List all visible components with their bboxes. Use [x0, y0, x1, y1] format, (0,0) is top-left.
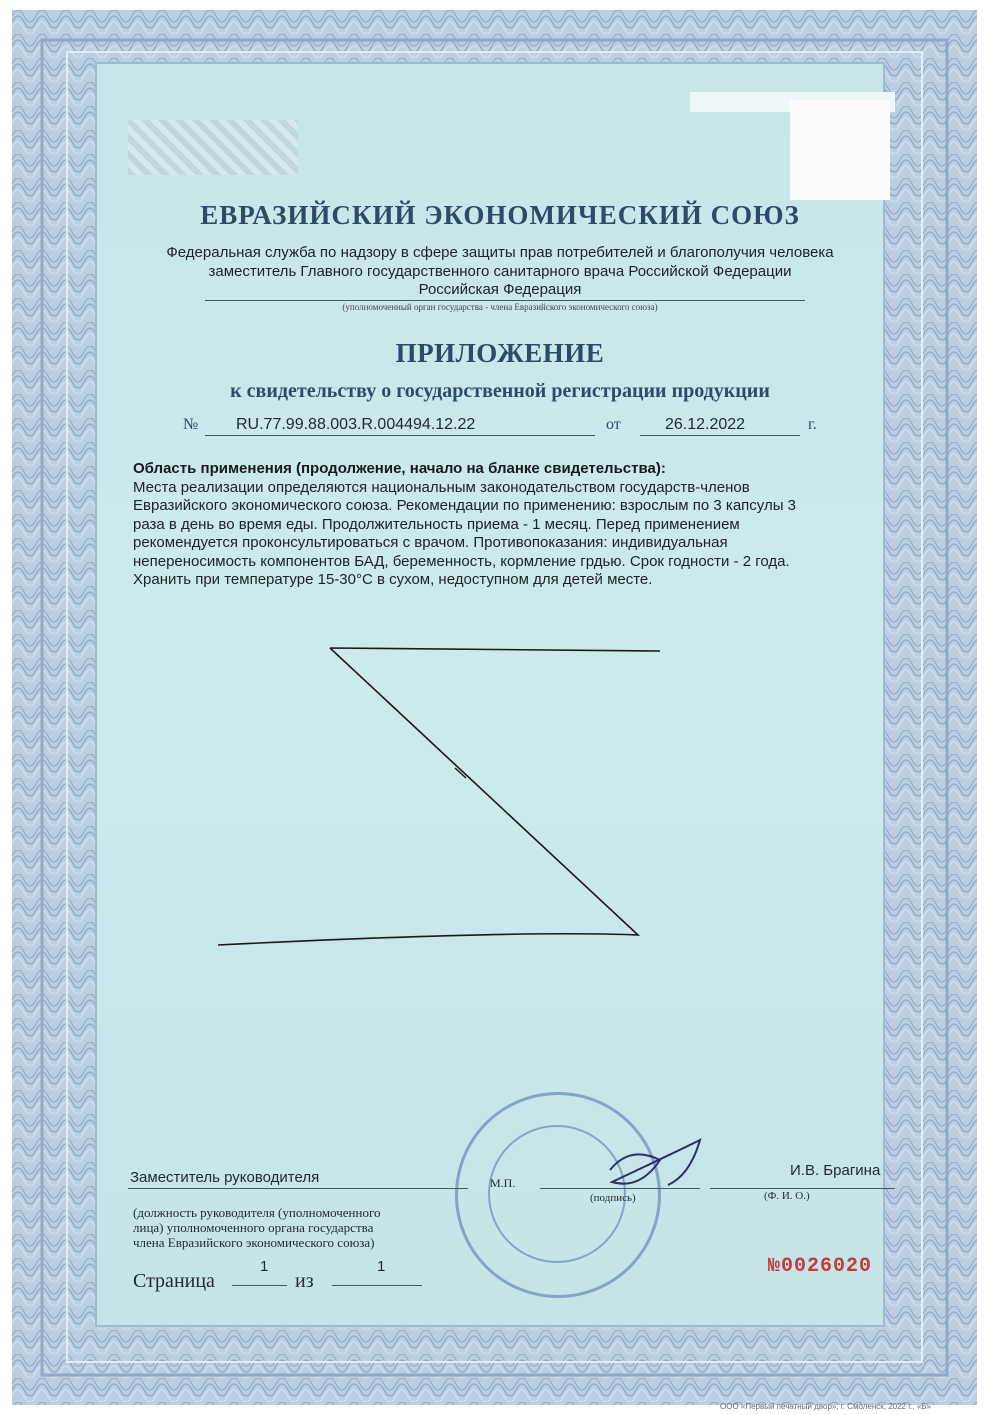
stamp-label: М.П.	[490, 1176, 516, 1190]
agency-line-2: заместитель Главного государственного санитарного врача Российской Федерации	[208, 263, 792, 280]
agency-line-1: Федеральная служба по надзору в сфере защиты прав потребителей и благополучия человека	[166, 244, 834, 261]
signature-caption: (подпись)	[590, 1192, 636, 1204]
document-title: ПРИЛОЖЕНИЕ	[395, 338, 605, 368]
scope-line: Евразийского экономического союза. Рекомендации по применению: взрослым по 3 капсулы 3	[133, 497, 796, 515]
page-total: 1	[377, 1258, 386, 1275]
signatory-name: И.В. Брагина	[790, 1162, 881, 1179]
registration-number: RU.77.99.88.003.R.004494.12.22	[236, 416, 476, 433]
page-label: Страница	[133, 1270, 215, 1292]
name-line	[710, 1188, 895, 1189]
printer-footer: ООО «Первый печатный двор», г. Смоленск, 2022 г., «Б»	[720, 1402, 931, 1411]
blank-number: №0026020	[768, 1255, 873, 1278]
from-label: от	[606, 416, 621, 433]
signatory-position: Заместитель руководителя	[130, 1169, 320, 1186]
name-caption: (Ф. И. О.)	[764, 1190, 810, 1202]
scope-line: раза в день во время еды. Продолжительность приема - 1 месяц. Перед применением	[133, 515, 740, 533]
position-caption-3: члена Евразийского экономического союза)	[133, 1235, 375, 1250]
position-caption-1: (должность руководителя (уполномоченного	[133, 1205, 381, 1220]
scope-line: Места реализации определяются национальным законодательством государств-членов	[133, 479, 750, 496]
of-label: из	[295, 1270, 314, 1292]
scope-line: непереносимость компонентов БАД, беременность, кормление грдью. Срок годности - 2 года.	[133, 552, 790, 570]
union-title: ЕВРАЗИЙСКИЙ ЭКОНОМИЧЕСКИЙ СОЮЗ	[200, 200, 800, 230]
page-total-line	[332, 1285, 422, 1286]
page-current-line	[232, 1285, 287, 1286]
year-suffix: г.	[808, 416, 817, 433]
document-subtitle: к свидетельству о государственной регистрации продукции	[230, 380, 770, 402]
scope-line: рекомендуется проконсультироваться с врачом. Противопоказания: индивидуальная	[133, 534, 728, 552]
signature-line	[540, 1188, 700, 1189]
position-line	[128, 1188, 468, 1189]
agency-line-3: Российская Федерация	[418, 281, 582, 298]
page-current: 1	[260, 1258, 269, 1275]
registration-date: 26.12.2022	[665, 416, 746, 433]
number-sign: №	[183, 416, 199, 433]
agency-caption: (уполномоченный орган государства - члена Евразийского экономического союза)	[342, 302, 658, 312]
position-caption-2: лица) уполномоченного органа государства	[133, 1220, 374, 1235]
scope-line: Хранить при температуре 15-30°С в сухом, недоступном для детей месте.	[133, 571, 653, 589]
scope-title: Область применения (продолжение, начало на бланке свидетельства):	[133, 460, 666, 477]
